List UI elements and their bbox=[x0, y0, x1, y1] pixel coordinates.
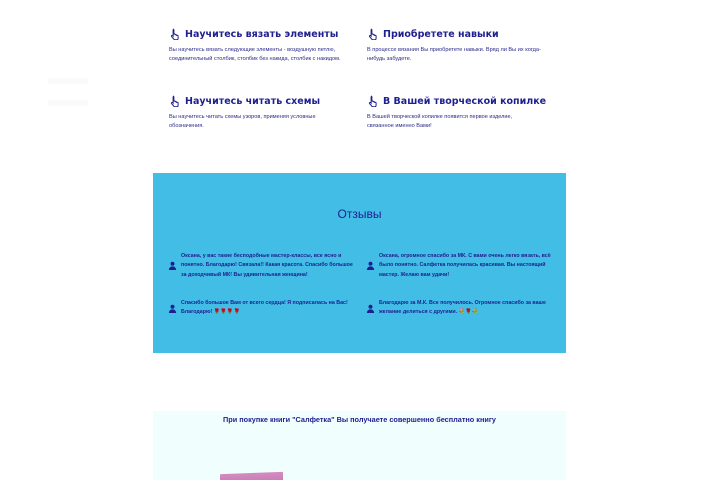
user-icon bbox=[168, 304, 177, 313]
feature-text: В Вашей творческой копилке появится первое изделие, связанное именно Вами! bbox=[367, 114, 513, 129]
feature-text: Вы научитесь читать схемы узоров, применяя условные обозначения. bbox=[169, 114, 316, 129]
review-text: Спасибо большое Вам от всего сердца! Я подписалась на Вас! Благодарю! 🌹🌹🌹🌹 bbox=[181, 300, 348, 316]
review-item bbox=[366, 252, 558, 280]
review-item bbox=[168, 252, 358, 280]
hand-pointer-icon bbox=[367, 95, 379, 107]
reviews-section bbox=[153, 173, 566, 353]
review-text: Благодарю за М.К. Все получилось. Огромное спасибо за ваше желание делиться с другими. 💐🌹💐 bbox=[379, 300, 546, 316]
feature-heading bbox=[367, 95, 547, 107]
feature-title: Приобретете навыки bbox=[383, 28, 499, 40]
feature-heading bbox=[169, 28, 359, 40]
offer-section bbox=[153, 411, 566, 480]
hand-pointer-icon bbox=[169, 95, 181, 107]
feature-card bbox=[169, 95, 339, 131]
review-text: Оксана, огромное спасибо за МК. С вами очень легко вязать, всё было понятно. Салфетка получилась красивая. Вы настоящий мастер. Желаю вам удачи! bbox=[379, 253, 551, 278]
decor bbox=[48, 100, 88, 106]
hand-pointer-icon bbox=[169, 28, 181, 40]
hand-pointer-icon bbox=[367, 28, 379, 40]
user-icon bbox=[168, 261, 177, 270]
review-item bbox=[168, 299, 358, 318]
feature-text: Вы научитесь вязать следующие элементы - воздушную петлю, соединительный столбик, столбик без накида, столбик с накидом. bbox=[169, 47, 341, 62]
feature-title: Научитесь читать схемы bbox=[185, 95, 321, 107]
feature-heading bbox=[367, 28, 542, 40]
feature-text: В процессе вязания Вы приобретете навыки. Вряд ли Вы их когда-нибудь забудете. bbox=[367, 47, 541, 62]
feature-heading bbox=[169, 95, 339, 107]
user-icon bbox=[366, 304, 375, 313]
feature-card bbox=[367, 95, 547, 131]
reviews-title: Отзывы bbox=[337, 207, 382, 221]
feature-title: Научитесь вязать элементы bbox=[185, 28, 339, 40]
book-image bbox=[220, 472, 283, 480]
feature-card bbox=[367, 28, 542, 64]
feature-title: В Вашей творческой копилке bbox=[383, 95, 547, 107]
review-text: Оксана, у вас такие бесподобные мастер-классы, все ясно и понятно. Благодарю! Связала!! Какая красота. Спасибо большое за доходчивый МК! Вы удивительная женщина! bbox=[181, 253, 353, 278]
offer-title: При покупке книги "Салфетка" Вы получаете совершенно бесплатно книгу bbox=[223, 415, 496, 424]
review-item bbox=[366, 299, 558, 318]
feature-card bbox=[169, 28, 359, 64]
user-icon bbox=[366, 261, 375, 270]
decor bbox=[48, 78, 88, 84]
